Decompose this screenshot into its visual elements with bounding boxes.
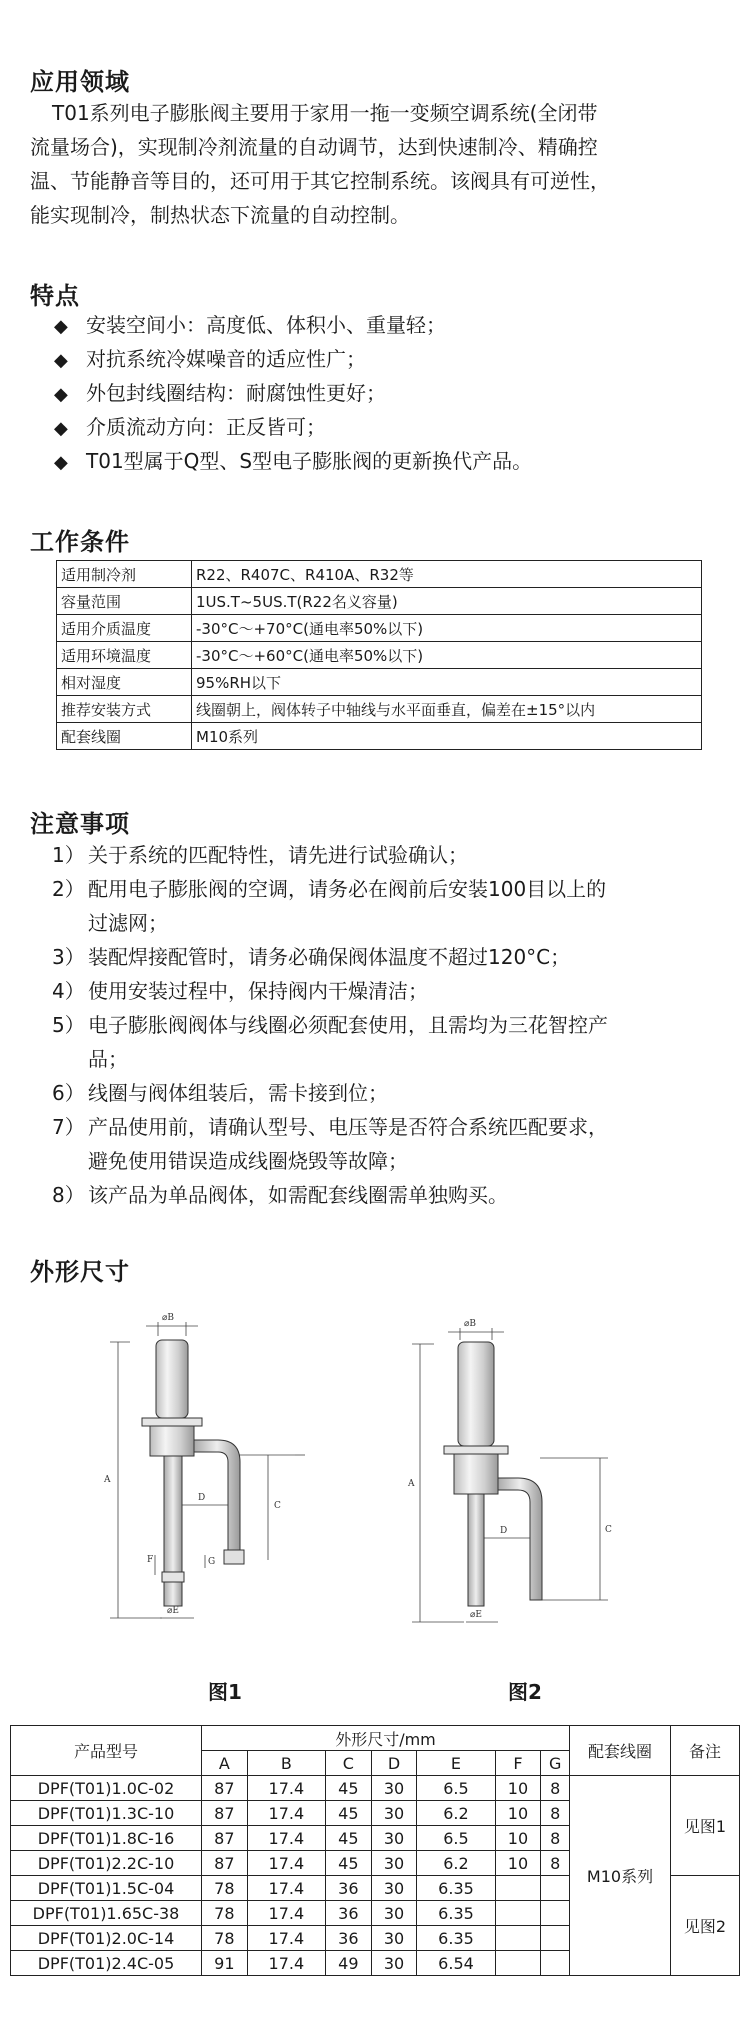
cell: 45 <box>325 1801 371 1826</box>
header-col: C <box>325 1751 371 1776</box>
table-row <box>57 642 702 669</box>
feature-item: ◆ T01型属于Q型、S型电子膨胀阀的更新换代产品。 <box>54 444 532 480</box>
cell-model: DPF(T01)2.4C-05 <box>11 1951 202 1976</box>
cell: 49 <box>325 1951 371 1976</box>
cell: 10 <box>495 1801 541 1826</box>
cell: 45 <box>325 1826 371 1851</box>
header-col: E <box>417 1751 495 1776</box>
cell: 91 <box>202 1951 248 1976</box>
header-dims: 外形尺寸/mm <box>202 1726 570 1751</box>
cell: 10 <box>495 1826 541 1851</box>
dim-phi-e: ⌀E <box>167 1606 179 1616</box>
application-title: 应用领域 <box>30 68 130 96</box>
header-note: 备注 <box>671 1726 740 1776</box>
condition-key: 适用环境温度 <box>57 642 192 669</box>
cell-model: DPF(T01)1.0C-02 <box>11 1776 202 1801</box>
table-row <box>57 696 702 723</box>
cell: 17.4 <box>247 1801 325 1826</box>
dim-phi-b: ⌀B <box>464 1319 477 1329</box>
cell: 10 <box>495 1851 541 1876</box>
cell: 17.4 <box>247 1876 325 1901</box>
spec-table <box>10 1725 740 1976</box>
cell: 17.4 <box>247 1826 325 1851</box>
condition-key: 相对湿度 <box>57 669 192 696</box>
cell-model: DPF(T01)2.0C-14 <box>11 1926 202 1951</box>
cell: 6.2 <box>417 1851 495 1876</box>
features-title: 特点 <box>30 282 80 310</box>
note-item: 7） 产品使用前，请确认型号、电压等是否符合系统匹配要求， 避免使用错误造成线圈烧毁等故障； <box>52 1115 608 1173</box>
cell: 6.5 <box>417 1826 495 1851</box>
notes-title: 注意事项 <box>30 810 130 838</box>
cell: 6.35 <box>417 1926 495 1951</box>
table-row <box>57 669 702 696</box>
condition-value: 线圈朝上，阀体转子中轴线与水平面垂直，偏差在±15°以内 <box>192 696 702 723</box>
cell-note-fig2: 见图2 <box>671 1876 740 1976</box>
cell: 17.4 <box>247 1851 325 1876</box>
cell: 8 <box>541 1826 570 1851</box>
condition-key: 推荐安装方式 <box>57 696 192 723</box>
cell-model: DPF(T01)1.3C-10 <box>11 1801 202 1826</box>
cell: 17.4 <box>247 1926 325 1951</box>
condition-value: R22、R407C、R410A、R32等 <box>192 561 702 588</box>
cell <box>495 1876 541 1901</box>
dim-c: C <box>274 1501 281 1511</box>
condition-value: M10系列 <box>192 723 702 750</box>
table-row <box>57 723 702 750</box>
table-row <box>57 561 702 588</box>
cell-model: DPF(T01)1.8C-16 <box>11 1826 202 1851</box>
cell <box>495 1901 541 1926</box>
table-row <box>57 588 702 615</box>
cell: 30 <box>371 1801 417 1826</box>
cell: 30 <box>371 1826 417 1851</box>
cell-note-fig1: 见图1 <box>671 1776 740 1876</box>
cell: 36 <box>325 1876 371 1901</box>
cell: 6.35 <box>417 1876 495 1901</box>
dim-d: D <box>500 1526 508 1536</box>
application-line: 温、节能静音等目的，还可用于其它控制系统。该阀具有可逆性， <box>30 169 610 193</box>
condition-key: 适用介质温度 <box>57 615 192 642</box>
cell <box>541 1901 570 1926</box>
diamond-bullet-icon: ◆ <box>54 316 68 337</box>
diamond-bullet-icon: ◆ <box>54 418 68 439</box>
condition-value: 1US.T~5US.T(R22名义容量) <box>192 588 702 615</box>
dim-phi-b: ⌀B <box>162 1313 175 1323</box>
cell: 45 <box>325 1776 371 1801</box>
header-col: G <box>541 1751 570 1776</box>
feature-item: ◆ 外包封线圈结构：耐腐蚀性更好； <box>54 376 386 412</box>
cell: 17.4 <box>247 1951 325 1976</box>
cell <box>541 1951 570 1976</box>
cell: 78 <box>202 1876 248 1901</box>
application-line: T01系列电子膨胀阀主要用于家用一拖一变频空调系统(全闭带 <box>52 101 598 125</box>
cell: 30 <box>371 1876 417 1901</box>
dim-d: D <box>198 1493 206 1503</box>
cell: 78 <box>202 1901 248 1926</box>
header-col: A <box>202 1751 248 1776</box>
note-item: 6） 线圈与阀体组装后，需卡接到位； <box>52 1081 388 1105</box>
cell: 36 <box>325 1901 371 1926</box>
condition-key: 适用制冷剂 <box>57 561 192 588</box>
cell-coil: M10系列 <box>570 1776 671 1976</box>
condition-key: 配套线圈 <box>57 723 192 750</box>
condition-key: 容量范围 <box>57 588 192 615</box>
cell: 87 <box>202 1801 248 1826</box>
cell: 30 <box>371 1776 417 1801</box>
diamond-bullet-icon: ◆ <box>54 452 68 473</box>
diamond-bullet-icon: ◆ <box>54 350 68 371</box>
cell: 87 <box>202 1826 248 1851</box>
cell: 6.35 <box>417 1901 495 1926</box>
cell-model: DPF(T01)2.2C-10 <box>11 1851 202 1876</box>
cell: 30 <box>371 1851 417 1876</box>
note-item: 3） 装配焊接配管时，请务必确保阀体温度不超过120°C； <box>52 945 571 969</box>
figure1-caption: 图1 <box>208 1680 242 1704</box>
cell: 6.5 <box>417 1776 495 1801</box>
dimensions-title: 外形尺寸 <box>30 1258 130 1286</box>
header-col: B <box>247 1751 325 1776</box>
dim-c: C <box>605 1525 612 1535</box>
note-item: 4） 使用安装过程中，保持阀内干燥清洁； <box>52 979 428 1003</box>
header-col: F <box>495 1751 541 1776</box>
cell: 78 <box>202 1926 248 1951</box>
cell-model: DPF(T01)1.5C-04 <box>11 1876 202 1901</box>
condition-value: 95%RH以下 <box>192 669 702 696</box>
cell: 17.4 <box>247 1901 325 1926</box>
note-item: 5） 电子膨胀阀阀体与线圈必须配套使用，且需均为三花智控产 品； <box>52 1013 608 1071</box>
cell: 8 <box>541 1851 570 1876</box>
table-row <box>11 1776 740 1801</box>
dim-a: A <box>408 1479 415 1489</box>
cell <box>495 1926 541 1951</box>
cell: 45 <box>325 1851 371 1876</box>
dim-g: G <box>208 1557 216 1567</box>
cell: 6.54 <box>417 1951 495 1976</box>
note-item: 2） 配用电子膨胀阀的空调，请务必在阀前后安装100目以上的 过滤网； <box>52 877 607 935</box>
cell: 30 <box>371 1926 417 1951</box>
cell: 17.4 <box>247 1776 325 1801</box>
conditions-title: 工作条件 <box>30 528 130 556</box>
cell <box>541 1926 570 1951</box>
dim-a: A <box>104 1475 111 1485</box>
header-coil: 配套线圈 <box>570 1726 671 1776</box>
cell-model: DPF(T01)1.65C-38 <box>11 1901 202 1926</box>
cell: 36 <box>325 1926 371 1951</box>
cell: 10 <box>495 1776 541 1801</box>
note-item: 8） 该产品为单品阀体，如需配套线圈需单独购买。 <box>52 1183 508 1207</box>
header-col: D <box>371 1751 417 1776</box>
cell: 87 <box>202 1776 248 1801</box>
figure2-caption: 图2 <box>508 1680 542 1704</box>
cell: 30 <box>371 1901 417 1926</box>
table-row <box>57 615 702 642</box>
condition-value: -30°C～+70°C(通电率50%以下) <box>192 615 702 642</box>
cell: 8 <box>541 1801 570 1826</box>
cell: 87 <box>202 1851 248 1876</box>
cell <box>541 1876 570 1901</box>
cell: 8 <box>541 1776 570 1801</box>
application-line: 流量场合)，实现制冷剂流量的自动调节，达到快速制冷、精确控 <box>30 135 598 159</box>
dim-phi-e: ⌀E <box>470 1610 482 1620</box>
feature-item: ◆ 安装空间小：高度低、体积小、重量轻； <box>54 308 446 344</box>
cell: 30 <box>371 1951 417 1976</box>
cell: 6.2 <box>417 1801 495 1826</box>
note-item: 1） 关于系统的匹配特性，请先进行试验确认； <box>52 843 468 867</box>
table-header-row <box>11 1726 740 1751</box>
valve-drawing-fig1 <box>90 1300 350 1660</box>
cell <box>495 1951 541 1976</box>
diamond-bullet-icon: ◆ <box>54 384 68 405</box>
application-line: 能实现制冷，制热状态下流量的自动控制。 <box>30 203 410 227</box>
feature-item: ◆ 介质流动方向：正反皆可； <box>54 410 326 446</box>
feature-item: ◆ 对抗系统冷媒噪音的适应性广； <box>54 342 366 378</box>
header-model: 产品型号 <box>11 1726 202 1776</box>
valve-drawing-fig2 <box>400 1300 660 1660</box>
condition-value: -30°C～+60°C(通电率50%以下) <box>192 642 702 669</box>
dim-f: F <box>147 1555 154 1565</box>
application-paragraph <box>30 96 720 232</box>
conditions-table <box>56 560 702 750</box>
